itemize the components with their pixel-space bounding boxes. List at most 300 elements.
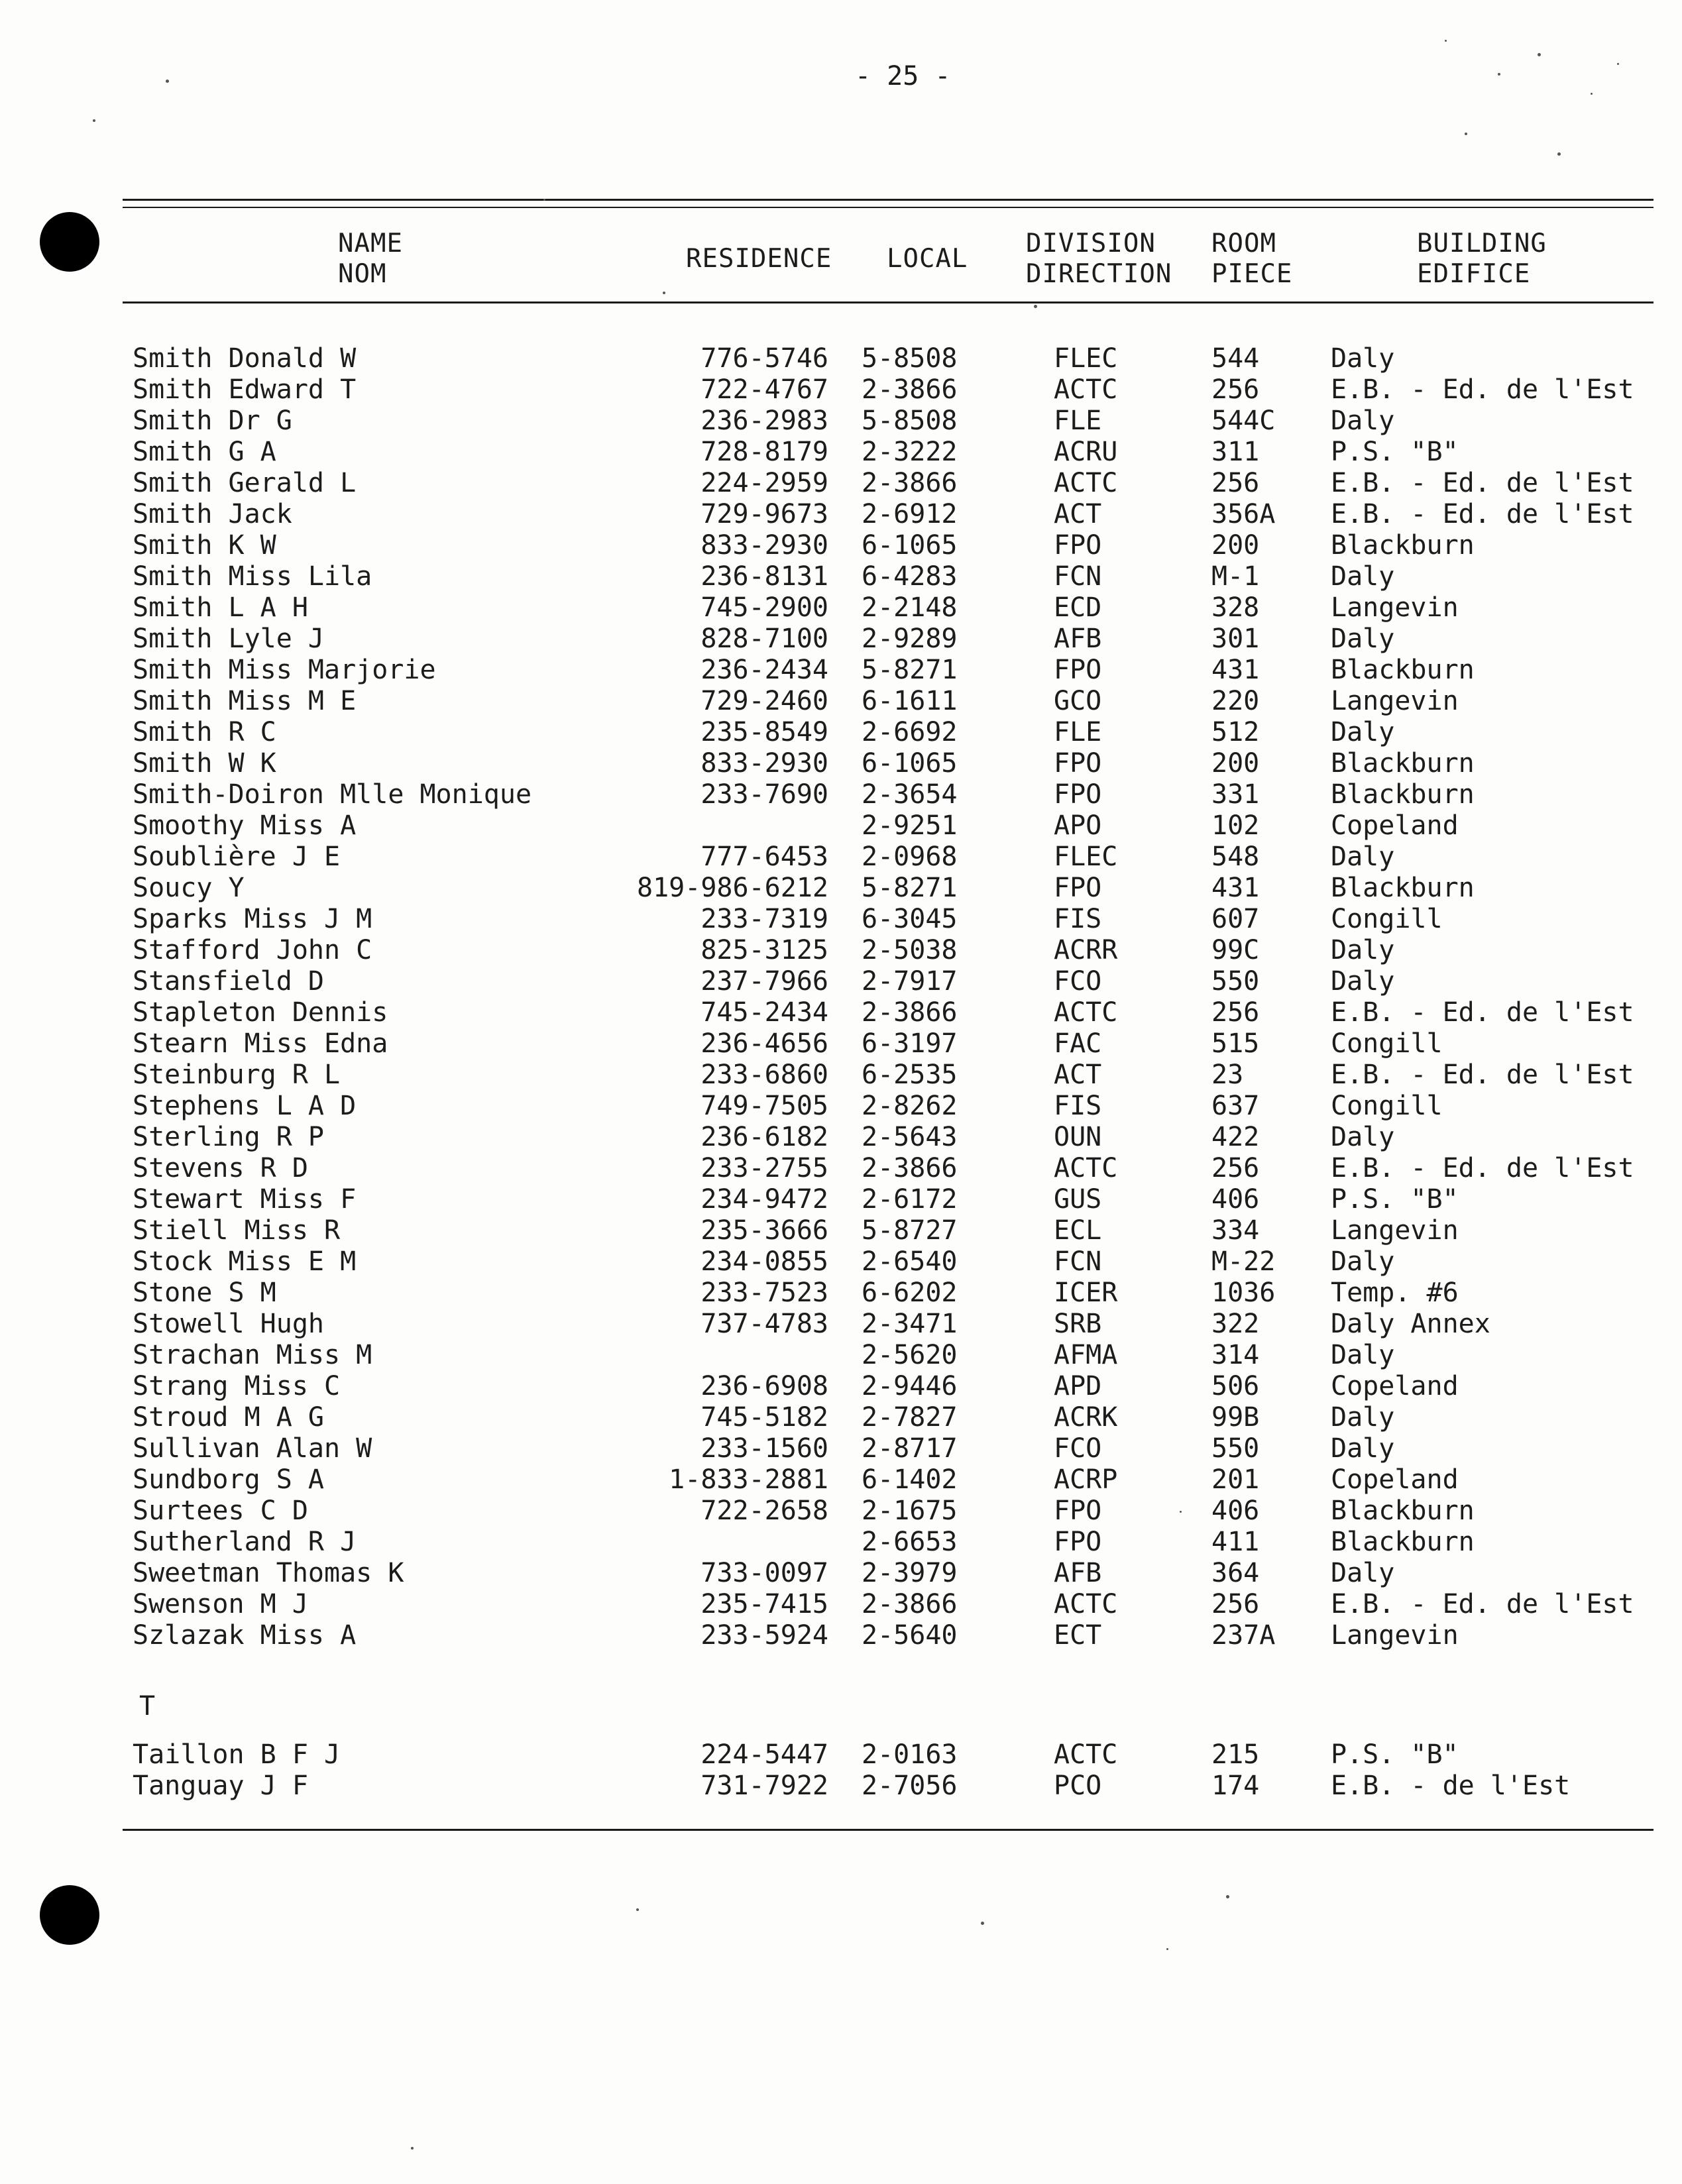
section-letter-t: T: [139, 1691, 156, 1721]
table-row: [0, 997, 1682, 1028]
entry-local: 2-5038: [862, 935, 958, 965]
table-row: [0, 1402, 1682, 1433]
table-row: [0, 561, 1682, 592]
table-row: [0, 530, 1682, 561]
entry-room: 331: [1211, 779, 1260, 810]
entry-building: E.B. - Ed. de l'Est: [1331, 1153, 1634, 1183]
entry-local: 5-8508: [862, 343, 958, 374]
entry-residence: 737-4783: [701, 1309, 828, 1339]
entry-room: 548: [1211, 842, 1260, 872]
entry-building: Langevin: [1331, 1620, 1459, 1651]
entry-local: 2-5620: [862, 1340, 958, 1370]
table-row: [0, 1184, 1682, 1215]
entry-division: ACRK: [1054, 1402, 1118, 1433]
entry-building: P.S. "B": [1331, 1739, 1459, 1770]
table-row: [0, 904, 1682, 934]
entry-residence: 722-2658: [701, 1496, 828, 1526]
punch-hole-top: [40, 212, 99, 272]
header-room: ROOM PIECE: [1211, 229, 1293, 289]
entry-division: GCO: [1054, 686, 1102, 716]
entry-division: FCN: [1054, 1246, 1102, 1277]
entry-name: Smith Jack: [133, 499, 292, 529]
table-row: [0, 1371, 1682, 1401]
entry-building: Temp. #6: [1331, 1278, 1459, 1308]
table-row: [0, 1527, 1682, 1557]
entry-division: FLEC: [1054, 343, 1118, 374]
entry-building: Blackburn: [1331, 1527, 1475, 1557]
entry-building: E.B. - de l'Est: [1331, 1771, 1571, 1801]
entry-room: 1036: [1211, 1278, 1276, 1308]
entry-local: 5-8508: [862, 406, 958, 436]
table-row: [0, 592, 1682, 623]
entry-local: 2-3222: [862, 437, 958, 467]
table-row: [0, 343, 1682, 374]
table-row: [0, 1340, 1682, 1370]
entry-building: Daly: [1331, 1433, 1395, 1464]
entry-residence: 776-5746: [701, 343, 828, 374]
entry-local: 6-2535: [862, 1060, 958, 1090]
entry-division: FIS: [1054, 1091, 1102, 1121]
entry-local: 2-3866: [862, 468, 958, 498]
entry-building: Blackburn: [1331, 530, 1475, 561]
entry-room: 23: [1211, 1060, 1244, 1090]
entry-name: Smoothy Miss A: [133, 810, 357, 841]
entry-room: 256: [1211, 997, 1260, 1028]
entry-residence: 745-5182: [701, 1402, 828, 1433]
entry-room: 200: [1211, 530, 1260, 561]
entry-local: 6-1402: [862, 1464, 958, 1495]
entry-name: Steinburg R L: [133, 1060, 341, 1090]
entry-building: Daly Annex: [1331, 1309, 1490, 1339]
entry-division: ACRU: [1054, 437, 1118, 467]
header-rule: [123, 301, 1654, 303]
entry-division: FLEC: [1054, 842, 1118, 872]
top-rule-thick: [123, 199, 1654, 201]
entry-residence: 236-8131: [701, 561, 828, 592]
table-row: [0, 655, 1682, 685]
table-row: [0, 1309, 1682, 1339]
entry-room: 237A: [1211, 1620, 1276, 1651]
entry-local: 2-6540: [862, 1246, 958, 1277]
entry-name: Sundborg S A: [133, 1464, 324, 1495]
entry-residence: 236-2983: [701, 406, 828, 436]
entry-residence: 236-2434: [701, 655, 828, 685]
entry-building: Daly: [1331, 717, 1395, 747]
entry-local: 2-6692: [862, 717, 958, 747]
entry-building: Blackburn: [1331, 779, 1475, 810]
entry-local: 2-8262: [862, 1091, 958, 1121]
entry-residence: 233-5924: [701, 1620, 828, 1651]
table-row: [0, 406, 1682, 436]
entry-room: 406: [1211, 1184, 1260, 1215]
entry-local: 2-0163: [862, 1739, 958, 1770]
table-row: [0, 1215, 1682, 1246]
entry-residence: 224-2959: [701, 468, 828, 498]
entry-room: 422: [1211, 1122, 1260, 1152]
entry-residence: 731-7922: [701, 1771, 828, 1801]
entry-division: ACRP: [1054, 1464, 1118, 1495]
entry-building: P.S. "B": [1331, 1184, 1459, 1215]
punch-hole-bottom: [40, 1885, 99, 1945]
entry-division: FPO: [1054, 779, 1102, 810]
entry-residence: 233-7690: [701, 779, 828, 810]
entry-residence: 236-6182: [701, 1122, 828, 1152]
entry-residence: 233-2755: [701, 1153, 828, 1183]
table-row: [0, 1060, 1682, 1090]
entry-residence: 825-3125: [701, 935, 828, 965]
entry-local: 6-3197: [862, 1028, 958, 1059]
speck: [1538, 53, 1541, 56]
table-row: [0, 873, 1682, 903]
entry-name: Smith R C: [133, 717, 276, 747]
entry-residence: 234-9472: [701, 1184, 828, 1215]
entry-room: 256: [1211, 468, 1260, 498]
speck: [1226, 1895, 1229, 1898]
entry-division: FLE: [1054, 717, 1102, 747]
entry-residence: 749-7505: [701, 1091, 828, 1121]
entry-local: 2-1675: [862, 1496, 958, 1526]
table-row: [0, 1246, 1682, 1277]
entry-residence: 234-0855: [701, 1246, 828, 1277]
entry-division: FIS: [1054, 904, 1102, 934]
table-row: [0, 374, 1682, 405]
entry-local: 2-6912: [862, 499, 958, 529]
table-row: [0, 748, 1682, 779]
entry-division: FCO: [1054, 1433, 1102, 1464]
entry-building: Daly: [1331, 1558, 1395, 1588]
entry-room: 637: [1211, 1091, 1260, 1121]
entry-building: Blackburn: [1331, 1496, 1475, 1526]
entry-division: FPO: [1054, 748, 1102, 779]
entry-local: 2-3866: [862, 997, 958, 1028]
entry-division: ACT: [1054, 499, 1102, 529]
entry-building: Daly: [1331, 343, 1395, 374]
entry-residence: 236-4656: [701, 1028, 828, 1059]
speck: [636, 1908, 639, 1911]
entry-name: Stafford John C: [133, 935, 372, 965]
entry-building: Daly: [1331, 966, 1395, 997]
entry-local: 6-1611: [862, 686, 958, 716]
entry-residence: 729-9673: [701, 499, 828, 529]
entry-local: 2-0968: [862, 842, 958, 872]
entry-name: Taillon B F J: [133, 1739, 341, 1770]
entry-building: Copeland: [1331, 1464, 1459, 1495]
entry-room: 607: [1211, 904, 1260, 934]
entry-room: 544C: [1211, 406, 1276, 436]
entry-division: APO: [1054, 810, 1102, 841]
entry-room: 174: [1211, 1771, 1260, 1801]
entry-division: ACTC: [1054, 1153, 1118, 1183]
entry-name: Soucy Y: [133, 873, 245, 903]
entry-division: ACTC: [1054, 374, 1118, 405]
speck: [543, 199, 545, 201]
entry-local: 2-3979: [862, 1558, 958, 1588]
table-row: [0, 810, 1682, 841]
table-row: [0, 1278, 1682, 1308]
table-row: [0, 1153, 1682, 1183]
entry-room: 301: [1211, 624, 1260, 654]
entry-residence: 236-6908: [701, 1371, 828, 1401]
entry-name: Smith Edward T: [133, 374, 357, 405]
entry-name: Swenson M J: [133, 1589, 308, 1619]
entry-building: Blackburn: [1331, 655, 1475, 685]
entry-local: 2-3866: [862, 374, 958, 405]
header-division: DIVISION DIRECTION: [1026, 229, 1172, 289]
entry-building: E.B. - Ed. de l'Est: [1331, 499, 1634, 529]
entry-building: E.B. - Ed. de l'Est: [1331, 1589, 1634, 1619]
entry-building: Daly: [1331, 1340, 1395, 1370]
entry-room: 99B: [1211, 1402, 1260, 1433]
entry-name: Soublière J E: [133, 842, 341, 872]
table-row: [0, 1433, 1682, 1464]
entry-local: 2-6653: [862, 1527, 958, 1557]
entry-room: 322: [1211, 1309, 1260, 1339]
entry-residence: 237-7966: [701, 966, 828, 997]
table-row: [0, 1558, 1682, 1588]
entry-local: 2-2148: [862, 592, 958, 623]
entry-room: 256: [1211, 1589, 1260, 1619]
speck: [1445, 40, 1447, 42]
entry-room: 256: [1211, 1153, 1260, 1183]
header-residence: RESIDENCE: [686, 244, 832, 274]
speck: [93, 119, 95, 122]
entry-division: ECT: [1054, 1620, 1102, 1651]
entry-residence: 833-2930: [701, 748, 828, 779]
table-row: [0, 1028, 1682, 1059]
entry-room: 99C: [1211, 935, 1260, 965]
entry-name: Stapleton Dennis: [133, 997, 388, 1028]
entry-name: Sparks Miss J M: [133, 904, 372, 934]
entry-name: Smith Miss Lila: [133, 561, 372, 592]
entry-building: P.S. "B": [1331, 437, 1459, 467]
entry-room: 431: [1211, 873, 1260, 903]
entry-local: 2-7056: [862, 1771, 958, 1801]
entry-local: 2-3866: [862, 1153, 958, 1183]
entry-name: Smith Miss Marjorie: [133, 655, 436, 685]
entry-residence: 722-4767: [701, 374, 828, 405]
entry-building: Daly: [1331, 1122, 1395, 1152]
table-row: [0, 966, 1682, 997]
entry-division: ACT: [1054, 1060, 1102, 1090]
speck: [981, 1922, 984, 1925]
entry-local: 2-9251: [862, 810, 958, 841]
entry-room: 406: [1211, 1496, 1260, 1526]
entry-name: Tanguay J F: [133, 1771, 308, 1801]
entry-division: ECD: [1054, 592, 1102, 623]
entry-local: 6-1065: [862, 748, 958, 779]
speck: [1166, 1948, 1168, 1950]
entry-room: 334: [1211, 1215, 1260, 1246]
table-row: [0, 1122, 1682, 1152]
speck: [1180, 1511, 1182, 1513]
entry-building: Daly: [1331, 624, 1395, 654]
entry-residence: 233-1560: [701, 1433, 828, 1464]
entry-name: Strang Miss C: [133, 1371, 341, 1401]
table-row: [0, 1771, 1682, 1801]
entry-name: Stowell Hugh: [133, 1309, 324, 1339]
entry-room: 550: [1211, 1433, 1260, 1464]
entry-local: 2-3866: [862, 1589, 958, 1619]
entry-division: ACTC: [1054, 1739, 1118, 1770]
entry-residence: 745-2900: [701, 592, 828, 623]
table-row: [0, 468, 1682, 498]
speck: [1591, 93, 1593, 95]
entry-division: ACTC: [1054, 997, 1118, 1028]
table-row: [0, 624, 1682, 654]
entry-local: 6-4283: [862, 561, 958, 592]
entry-residence: 235-3666: [701, 1215, 828, 1246]
entry-local: 6-6202: [862, 1278, 958, 1308]
entry-building: Daly: [1331, 561, 1395, 592]
entry-name: Smith Lyle J: [133, 624, 324, 654]
entry-local: 2-9446: [862, 1371, 958, 1401]
entry-local: 2-8717: [862, 1433, 958, 1464]
table-row: [0, 1739, 1682, 1770]
entry-division: FPO: [1054, 1496, 1102, 1526]
entry-local: 2-3654: [862, 779, 958, 810]
table-row: [0, 686, 1682, 716]
table-row: [0, 1496, 1682, 1526]
speck: [411, 2147, 414, 2150]
entry-local: 2-7827: [862, 1402, 958, 1433]
entry-room: 506: [1211, 1371, 1260, 1401]
entry-room: 200: [1211, 748, 1260, 779]
entry-residence: 235-8549: [701, 717, 828, 747]
entry-building: Blackburn: [1331, 748, 1475, 779]
entry-local: 2-5640: [862, 1620, 958, 1651]
entry-building: Langevin: [1331, 686, 1459, 716]
entry-division: FPO: [1054, 530, 1102, 561]
entry-name: Smith-Doiron Mlle Monique: [133, 779, 532, 810]
entry-building: Langevin: [1331, 1215, 1459, 1246]
speck: [1617, 63, 1619, 65]
entry-room: 515: [1211, 1028, 1260, 1059]
entry-division: FCN: [1054, 561, 1102, 592]
entry-local: 2-9289: [862, 624, 958, 654]
entry-name: Surtees C D: [133, 1496, 308, 1526]
entry-name: Stock Miss E M: [133, 1246, 357, 1277]
entry-residence: 233-7523: [701, 1278, 828, 1308]
entry-building: Daly: [1331, 842, 1395, 872]
header-local: LOCAL: [887, 244, 968, 274]
entry-room: M-1: [1211, 561, 1260, 592]
entry-room: 314: [1211, 1340, 1260, 1370]
entry-division: OUN: [1054, 1122, 1102, 1152]
entry-building: E.B. - Ed. de l'Est: [1331, 374, 1634, 405]
entry-division: AFB: [1054, 624, 1102, 654]
speck: [1557, 152, 1561, 156]
entry-name: Smith K W: [133, 530, 276, 561]
entry-residence: 728-8179: [701, 437, 828, 467]
entry-building: Copeland: [1331, 1371, 1459, 1401]
entry-name: Stiell Miss R: [133, 1215, 341, 1246]
entry-name: Stroud M A G: [133, 1402, 324, 1433]
table-row: [0, 717, 1682, 747]
entry-local: 2-7917: [862, 966, 958, 997]
entry-local: 5-8727: [862, 1215, 958, 1246]
entry-division: FCO: [1054, 966, 1102, 997]
entry-name: Smith Miss M E: [133, 686, 357, 716]
entry-name: Strachan Miss M: [133, 1340, 372, 1370]
entry-name: Stephens L A D: [133, 1091, 357, 1121]
entry-name: Sterling R P: [133, 1122, 324, 1152]
speck: [1498, 73, 1500, 76]
entry-name: Stevens R D: [133, 1153, 308, 1183]
entry-division: SRB: [1054, 1309, 1102, 1339]
entry-building: Daly: [1331, 935, 1395, 965]
entry-residence: 733-0097: [701, 1558, 828, 1588]
entry-name: Stansfield D: [133, 966, 324, 997]
entry-division: ECL: [1054, 1215, 1102, 1246]
table-row: [0, 1091, 1682, 1121]
entry-building: E.B. - Ed. de l'Est: [1331, 997, 1634, 1028]
table-row: [0, 499, 1682, 529]
entry-building: E.B. - Ed. de l'Est: [1331, 1060, 1634, 1090]
entry-local: 5-8271: [862, 655, 958, 685]
bottom-rule: [123, 1829, 1654, 1831]
table-row: [0, 437, 1682, 467]
entry-building: Daly: [1331, 1402, 1395, 1433]
entry-building: Daly: [1331, 1246, 1395, 1277]
entry-room: 328: [1211, 592, 1260, 623]
entry-division: FAC: [1054, 1028, 1102, 1059]
entry-room: 431: [1211, 655, 1260, 685]
entry-local: 2-3471: [862, 1309, 958, 1339]
entry-building: E.B. - Ed. de l'Est: [1331, 468, 1634, 498]
entry-residence: 729-2460: [701, 686, 828, 716]
entry-local: 2-6172: [862, 1184, 958, 1215]
entry-division: APD: [1054, 1371, 1102, 1401]
table-row: [0, 842, 1682, 872]
entry-name: Smith Dr G: [133, 406, 292, 436]
speck: [1034, 305, 1037, 308]
table-row: [0, 779, 1682, 810]
entry-room: 220: [1211, 686, 1260, 716]
entry-room: 201: [1211, 1464, 1260, 1495]
entry-division: FPO: [1054, 1527, 1102, 1557]
speck: [663, 292, 665, 294]
header-name: NAME NOM: [338, 229, 403, 289]
entry-building: Congill: [1331, 1028, 1443, 1059]
entry-division: GUS: [1054, 1184, 1102, 1215]
entry-room: 544: [1211, 343, 1260, 374]
entry-room: 364: [1211, 1558, 1260, 1588]
entry-local: 6-1065: [862, 530, 958, 561]
entry-residence: 819-986-6212: [637, 873, 828, 903]
entry-building: Blackburn: [1331, 873, 1475, 903]
table-row: [0, 1464, 1682, 1495]
speck: [1465, 133, 1467, 135]
entry-division: ACTC: [1054, 1589, 1118, 1619]
entry-name: Sullivan Alan W: [133, 1433, 372, 1464]
entry-name: Stewart Miss F: [133, 1184, 357, 1215]
entry-residence: 828-7100: [701, 624, 828, 654]
entry-room: 356A: [1211, 499, 1276, 529]
entry-name: Smith W K: [133, 748, 276, 779]
table-row: [0, 1589, 1682, 1619]
entry-division: ICER: [1054, 1278, 1118, 1308]
entry-name: Smith L A H: [133, 592, 308, 623]
entry-division: ACRR: [1054, 935, 1118, 965]
entry-division: FPO: [1054, 655, 1102, 685]
entry-division: FLE: [1054, 406, 1102, 436]
entry-name: Smith G A: [133, 437, 276, 467]
entry-name: Smith Gerald L: [133, 468, 357, 498]
entry-division: ACTC: [1054, 468, 1118, 498]
entry-room: M-22: [1211, 1246, 1276, 1277]
entry-residence: 833-2930: [701, 530, 828, 561]
entry-residence: 1-833-2881: [669, 1464, 828, 1495]
